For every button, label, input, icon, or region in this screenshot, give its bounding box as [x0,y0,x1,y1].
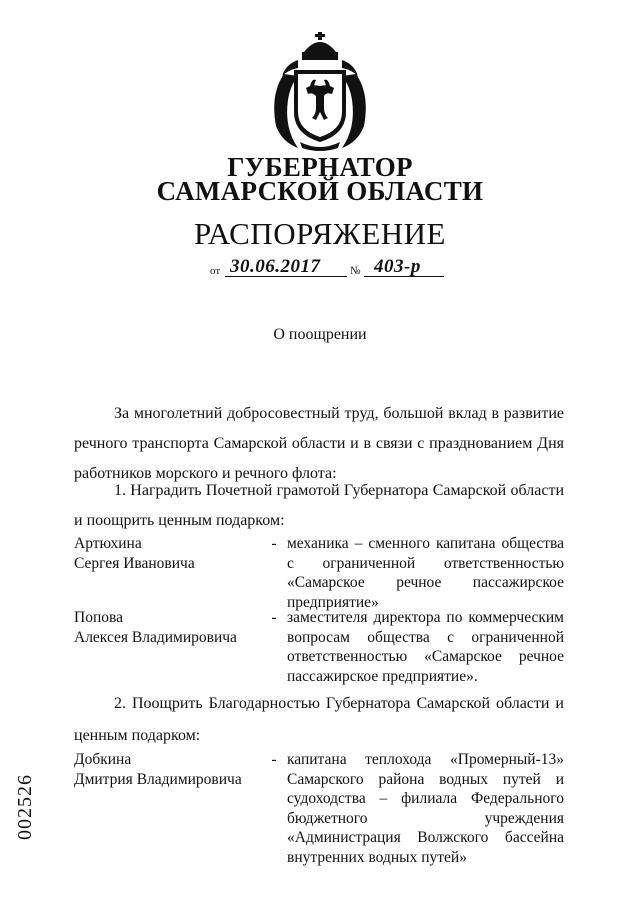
person-name [74,750,264,789]
authority-title-line2: САМАРСКОЙ ОБЛАСТИ [156,176,484,206]
handwritten-number: 403-р [374,256,421,277]
person-surname: Добкина [74,751,132,768]
item-1-text: 1. Наградить Почетной грамотой Губернатора Самарской области и поощрить ценным подарком: [74,482,564,529]
entry-dash: - [271,609,277,626]
person-name [74,608,264,647]
number-label: № [350,265,361,277]
entry-dash: - [271,535,277,552]
document-type-title: РАСПОРЯЖЕНИЕ [194,216,446,251]
person-name [74,534,264,573]
person-given-names: Дмитрия Владимировича [74,770,242,788]
entry-dash: - [271,751,277,768]
person-surname: Артюхина [74,535,142,552]
person-position: заместителя директора по коммерческим вопросам общества с ограниченной ответственностью «Самарское речное пассажирское предприятие». [287,609,564,685]
document-subject: О поощрении [273,326,367,343]
person-position: механика – сменного капитана общества с ограниченной ответственностью «Самарское речное пассажирское предприятие» [287,535,564,611]
intro-paragraph: За многолетний добросовестный труд, большой вклад в развитие речного транспорта Самарской области и в связи с празднованием Дня работников морского и речного флота: [74,405,564,482]
coat-of-arms-emblem [268,30,372,152]
item-2-text: 2. Поощрить Благодарностью Губернатора Самарской области и ценным подарком: [74,695,564,744]
person-position: капитана теплохода «Промерный-13» Самарского района водных путей и судоходства – филиала Федерального бюджетного учреждения «Администрация Волжского бассейна внутренних водных путей» [287,751,564,866]
person-surname: Попова [74,609,123,626]
authority-title-line1: ГУБЕРНАТОР [227,152,413,182]
date-number-line [210,258,450,280]
side-serial-number: 002526 [14,774,36,840]
date-from-label: от [210,265,221,277]
person-given-names: Сергея Ивановича [74,554,195,572]
handwritten-date: 30.06.2017 [230,256,321,277]
person-given-names: Алексея Владимировича [74,628,237,646]
